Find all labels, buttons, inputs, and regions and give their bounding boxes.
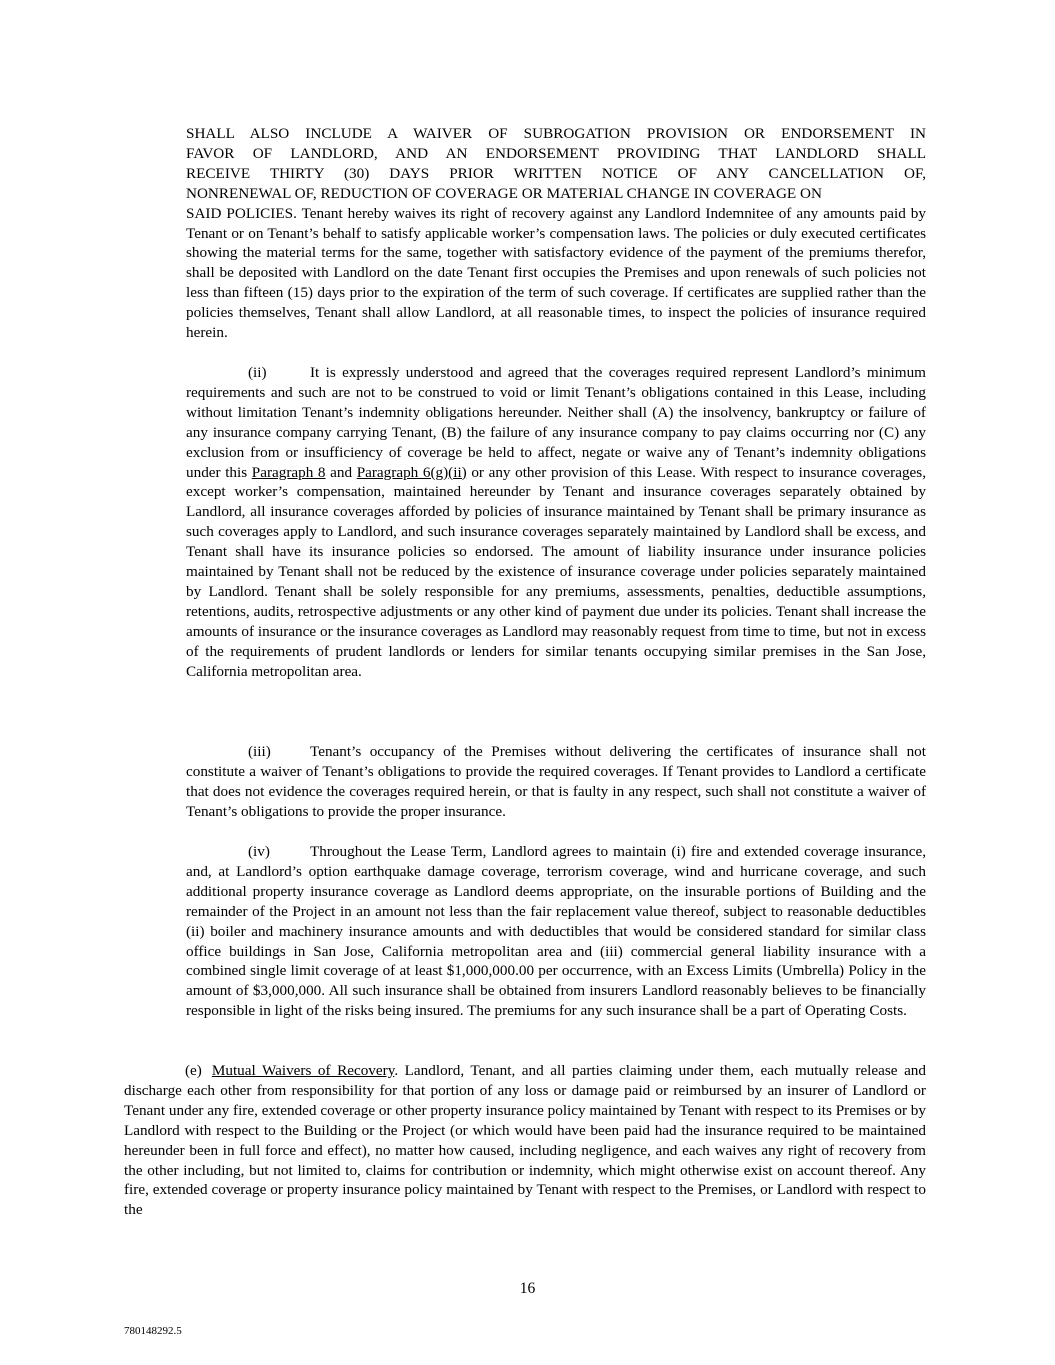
- paragraph-ii-text-b: and: [325, 463, 357, 481]
- caps-line-2: FAVOR OF LANDLORD, AND AN ENDORSEMENT PROVIDING THAT LANDLORD SHALL: [186, 144, 926, 162]
- caps-line-1: SHALL ALSO INCLUDE A WAIVER OF SUBROGATION PROVISION OR ENDORSEMENT IN: [186, 125, 926, 142]
- paragraph-e-text: . Landlord, Tenant, and all parties claiming under them, each mutually release and discharge each other from responsibility for that portion of any loss or damage paid or reimbursed by an insurer of Landlord or Tenant under any fire, extended coverage or other property insurance policy maintained by Tenant with respect to its Premises or by Landlord with respect to the Building or the Project (or which would have been paid had the insurance required to be maintained hereunder been in full force and effect), no matter how caused, including negligence, and each waives any right of recovery from the other including, but not limited to, claims for contribution or indemnity, which might otherwise exist on account thereof. Any fire, extended coverage or property insurance policy maintained by Tenant with respect to the Premises, or Landlord with respect to the: [124, 1062, 926, 1219]
- paragraph-e-heading: Mutual Waivers of Recovery: [211, 1062, 395, 1079]
- caps-line-4: NONRENEWAL OF, REDUCTION OF COVERAGE OR MATERIAL CHANGE IN COVERAGE ON: [186, 184, 822, 202]
- paragraph-ii: [186, 363, 926, 682]
- paragraph-rest: SAID POLICIES. Tenant hereby waives its right of recovery against any Landlord Indemnitee of any amounts paid by Tenant or on Tenant’s behalf to satisfy applicable worker’s compensation laws. The policies or duly executed certificates showing the material terms for the same, together with satisfactory evidence of the payment of the premiums therefor, shall be deposited with Landlord on the date Tenant first occupies the Premises and upon renewals of such policies not less than fifteen (15) days prior to the expiration of the term of such coverage. If certificates are supplied rather than the policies themselves, Tenant shall allow Landlord, at all reasonable times, to inspect the policies of insurance required herein.: [186, 204, 926, 342]
- paragraph-iii: [186, 742, 926, 822]
- paragraph-iv-label: (iv): [248, 843, 270, 860]
- paragraph-iv-text: Throughout the Lease Term, Landlord agrees to maintain (i) fire and extended coverage insurance, and, at Landlord’s option earthquake damage coverage, terrorism coverage, wind and hurricane coverage, and such additional property insurance coverage as Landlord deems appropriate, on the insurable portions of Building and the remainder of the Project in an amount not less than the fair replacement value thereof, subject to reasonable deductibles (ii) boiler and machinery insurance amounts and with deductibles that would be considered standard for similar class office buildings in San Jose, California metropolitan area and (iii) commercial general liability insurance with a combined single limit coverage of at least $1,000,000.00 per occurrence, with an Excess Limits (Umbrella) Policy in the amount of $3,000,000. All such insurance shall be obtained from insurers Landlord reasonably believes to be financially responsible in light of the risks being insured. The premiums for any such insurance shall be a part of Operating Costs.: [186, 843, 926, 1020]
- paragraph-iv: [186, 842, 926, 1021]
- paragraph-e-label: (e): [185, 1062, 202, 1079]
- paragraph-ii-label: (ii): [248, 364, 267, 381]
- document-id: 780148292.5: [124, 1325, 182, 1337]
- page-number: 16: [519, 1280, 536, 1297]
- caps-line-3: RECEIVE THIRTY (30) DAYS PRIOR WRITTEN NOTICE OF ANY CANCELLATION OF,: [186, 164, 926, 182]
- paragraph-insurance-continued: [186, 124, 926, 343]
- paragraph-6gii-reference: Paragraph 6(g)(ii): [356, 463, 467, 481]
- paragraph-iii-label: (iii): [248, 743, 271, 760]
- paragraph-8-reference: Paragraph 8: [251, 463, 326, 481]
- paragraph-ii-text-a: It is expressly understood and agreed that the coverages required represent Landlord’s minimum requirements and such are not to be construed to void or limit Tenant’s obligations contained in this Lease, including without limitation Tenant’s indemnity obligations hereunder. Neither shall (A) the insolvency, bankruptcy or failure of any insurance company carrying Tenant, (B) the failure of any insurance company to pay claims occurring nor (C) any exclusion from or insufficiency of coverage be held to affect, negate or waive any of Tenant’s indemnity obligations under this: [186, 364, 926, 481]
- paragraph-ii-text-c: or any other provision of this Lease. With respect to insurance coverages, except worker’s compensation, maintained hereunder by Tenant and insurance coverages separately obtained by Landlord, all insurance coverages afforded by policies of insurance maintained by Tenant shall be primary insurance as such coverages apply to Landlord, and such insurance coverages separately maintained by Landlord shall be excess, and Tenant shall have its insurance policies so endorsed. The amount of liability insurance under insurance policies maintained by Tenant shall not be reduced by the existence of insurance coverage under policies separately maintained by Landlord. Tenant shall be solely responsible for any premiums, assessments, penalties, deductible assumptions, retentions, audits, retrospective adjustments or any other kind of payment due under its policies. Tenant shall increase the amounts of insurance or the insurance coverages as Landlord may reasonably request from time to time, but not in excess of the requirements of prudent landlords or lenders for similar tenants occupying similar premises in the San Jose, California metropolitan area.: [186, 463, 926, 680]
- paragraph-e: [124, 1061, 926, 1220]
- paragraph-iii-text: Tenant’s occupancy of the Premises without delivering the certificates of insurance shall not constitute a waiver of Tenant’s obligations to provide the required coverages. If Tenant provides to Landlord a certificate that does not evidence the coverages required herein, or that is faulty in any respect, such shall not constitute a waiver of Tenant’s obligations to provide the proper insurance.: [186, 743, 926, 820]
